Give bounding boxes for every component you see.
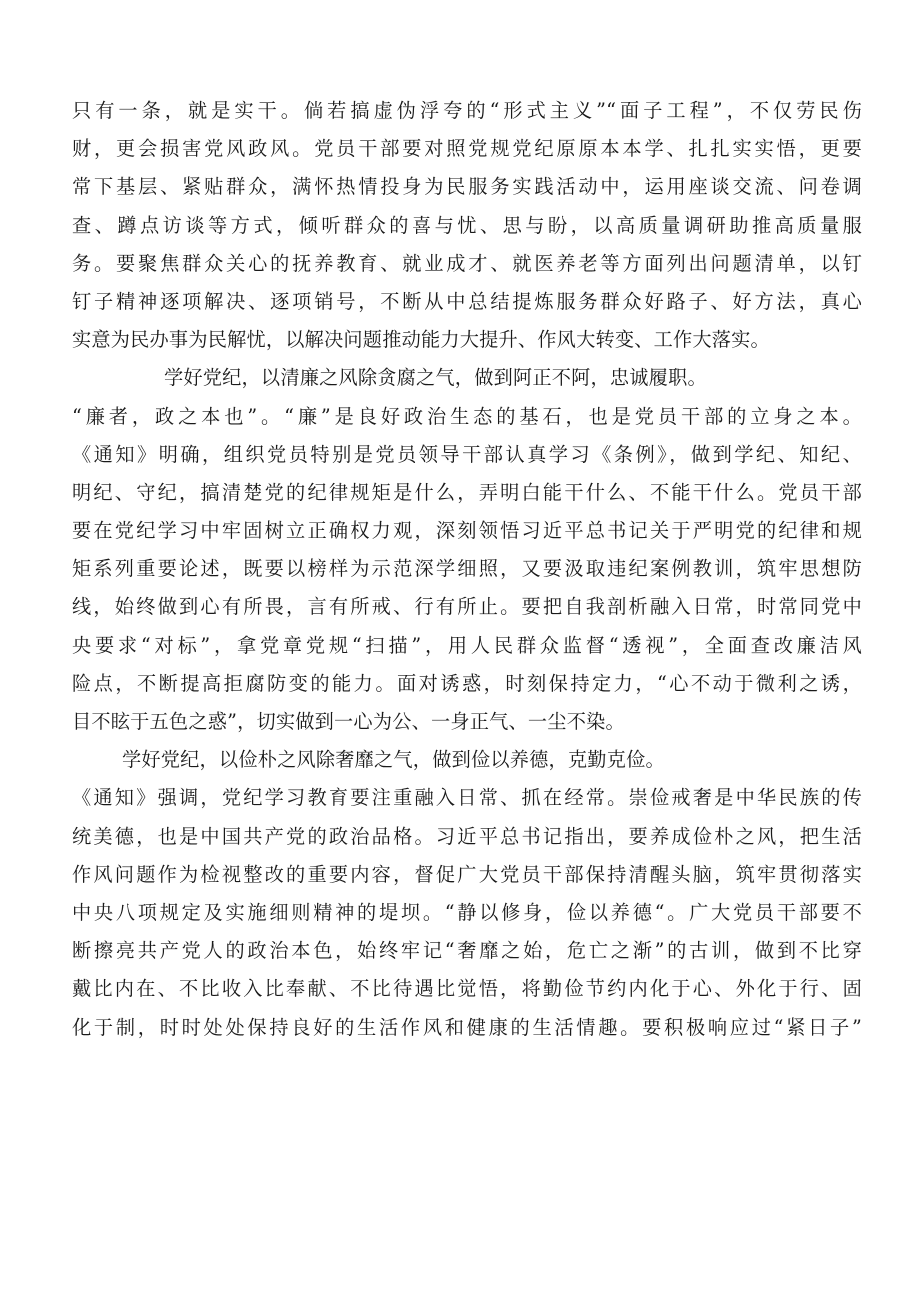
paragraph-line: “廉者，政之本也”。“廉”是良好政治生态的基石，也是党员干部的立身之本。 [72,404,862,428]
section-heading: 学好党纪，以清廉之风除贪腐之气，做到阿正不阿，忠诚履职。 [164,366,707,390]
document-body [72,92,862,1047]
paragraph-line: 常下基层、紧贴群众，满怀热情投身为民服务实践活动中，运用座谈交流、问卷调 [72,175,862,199]
paragraph-line: 要在党纪学习中牢固树立正确权力观，深刻领悟习近平总书记关于严明党的纪律和规 [72,519,862,543]
paragraph-line: 只有一条，就是实干。倘若搞虚伪浮夸的“形式主义”“面子工程”，不仅劳民伤 [72,99,862,122]
paragraph-line: 查、蹲点访谈等方式，倾听群众的喜与忧、思与盼，以高质量调研助推高质量服 [72,213,862,237]
paragraph-line: 中央八项规定及实施细则精神的堤坝。“静以修身，俭以养德“。广大党员干部要不 [72,900,862,924]
paragraph-line: 险点，不断提高拒腐防变的能力。面对诱惑，时刻保持定力，“心不动于微利之诱， [72,671,862,695]
paragraph-line: 统美德，也是中国共产党的政治品格。习近平总书记指出，要养成俭朴之风，把生活 [72,824,862,848]
paragraph-line: 实意为民办事为民解忧，以解决问题推动能力大提升、作风大转变、工作大落实。 [72,328,770,352]
paragraph-line: 《通知》明确，组织党员特别是党员领导干部认真学习《条例》，做到学纪、知纪、 [72,442,862,466]
paragraph-line: 央要求“对标”，拿党章党规“扫描”，用人民群众监督“透视”，全面查改廉洁风 [72,633,862,657]
paragraph-line: 《通知》强调，党纪学习教育要注重融入日常、抓在经常。崇俭戒奢是中华民族的传 [72,786,862,810]
paragraph-line: 作风问题作为检视整改的重要内容，督促广大党员干部保持清醒头脑，筑牢贯彻落实 [72,862,862,886]
paragraph-line: 线，始终做到心有所畏，言有所戒、行有所止。要把自我剖析融入日常，时常同党中 [72,595,862,619]
paragraph-line: 目不眩于五色之惑”，切实做到一心为公、一身正气、一尘不染。 [72,710,625,733]
section-heading: 学好党纪，以俭朴之风除奢靡之气，做到俭以养德，克勤克俭。 [122,748,665,772]
paragraph-line: 务。要聚焦群众关心的抚养教育、就业成才、就医养老等方面列出问题清单，以钉 [72,251,862,275]
paragraph-line: 矩系列重要论述，既要以榜样为示范深学细照，又要汲取违纪案例教训，筑牢思想防 [72,557,862,581]
paragraph-line: 明纪、守纪，搞清楚党的纪律规矩是什么，弄明白能干什么、不能干什么。党员干部 [72,480,862,504]
paragraph-line: 财，更会损害党风政风。党员干部要对照党规党纪原原本本学、扎扎实实悟，更要 [72,137,862,161]
paragraph-line: 戴比内在、不比收入比奉献、不比待遇比觉悟，将勤俭节约内化于心、外化于行、固 [72,977,862,1001]
paragraph-line: 钉子精神逐项解决、逐项销号，不断从中总结提炼服务群众好路子、好方法，真心 [72,289,862,313]
paragraph-line: 化于制，时时处处保持良好的生活作风和健康的生活情趣。要积极响应过“紧日子” [72,1015,862,1039]
paragraph-line: 断擦亮共产党人的政治本色，始终牢记“奢靡之始，危亡之渐”的古训，做到不比穿 [72,939,862,963]
